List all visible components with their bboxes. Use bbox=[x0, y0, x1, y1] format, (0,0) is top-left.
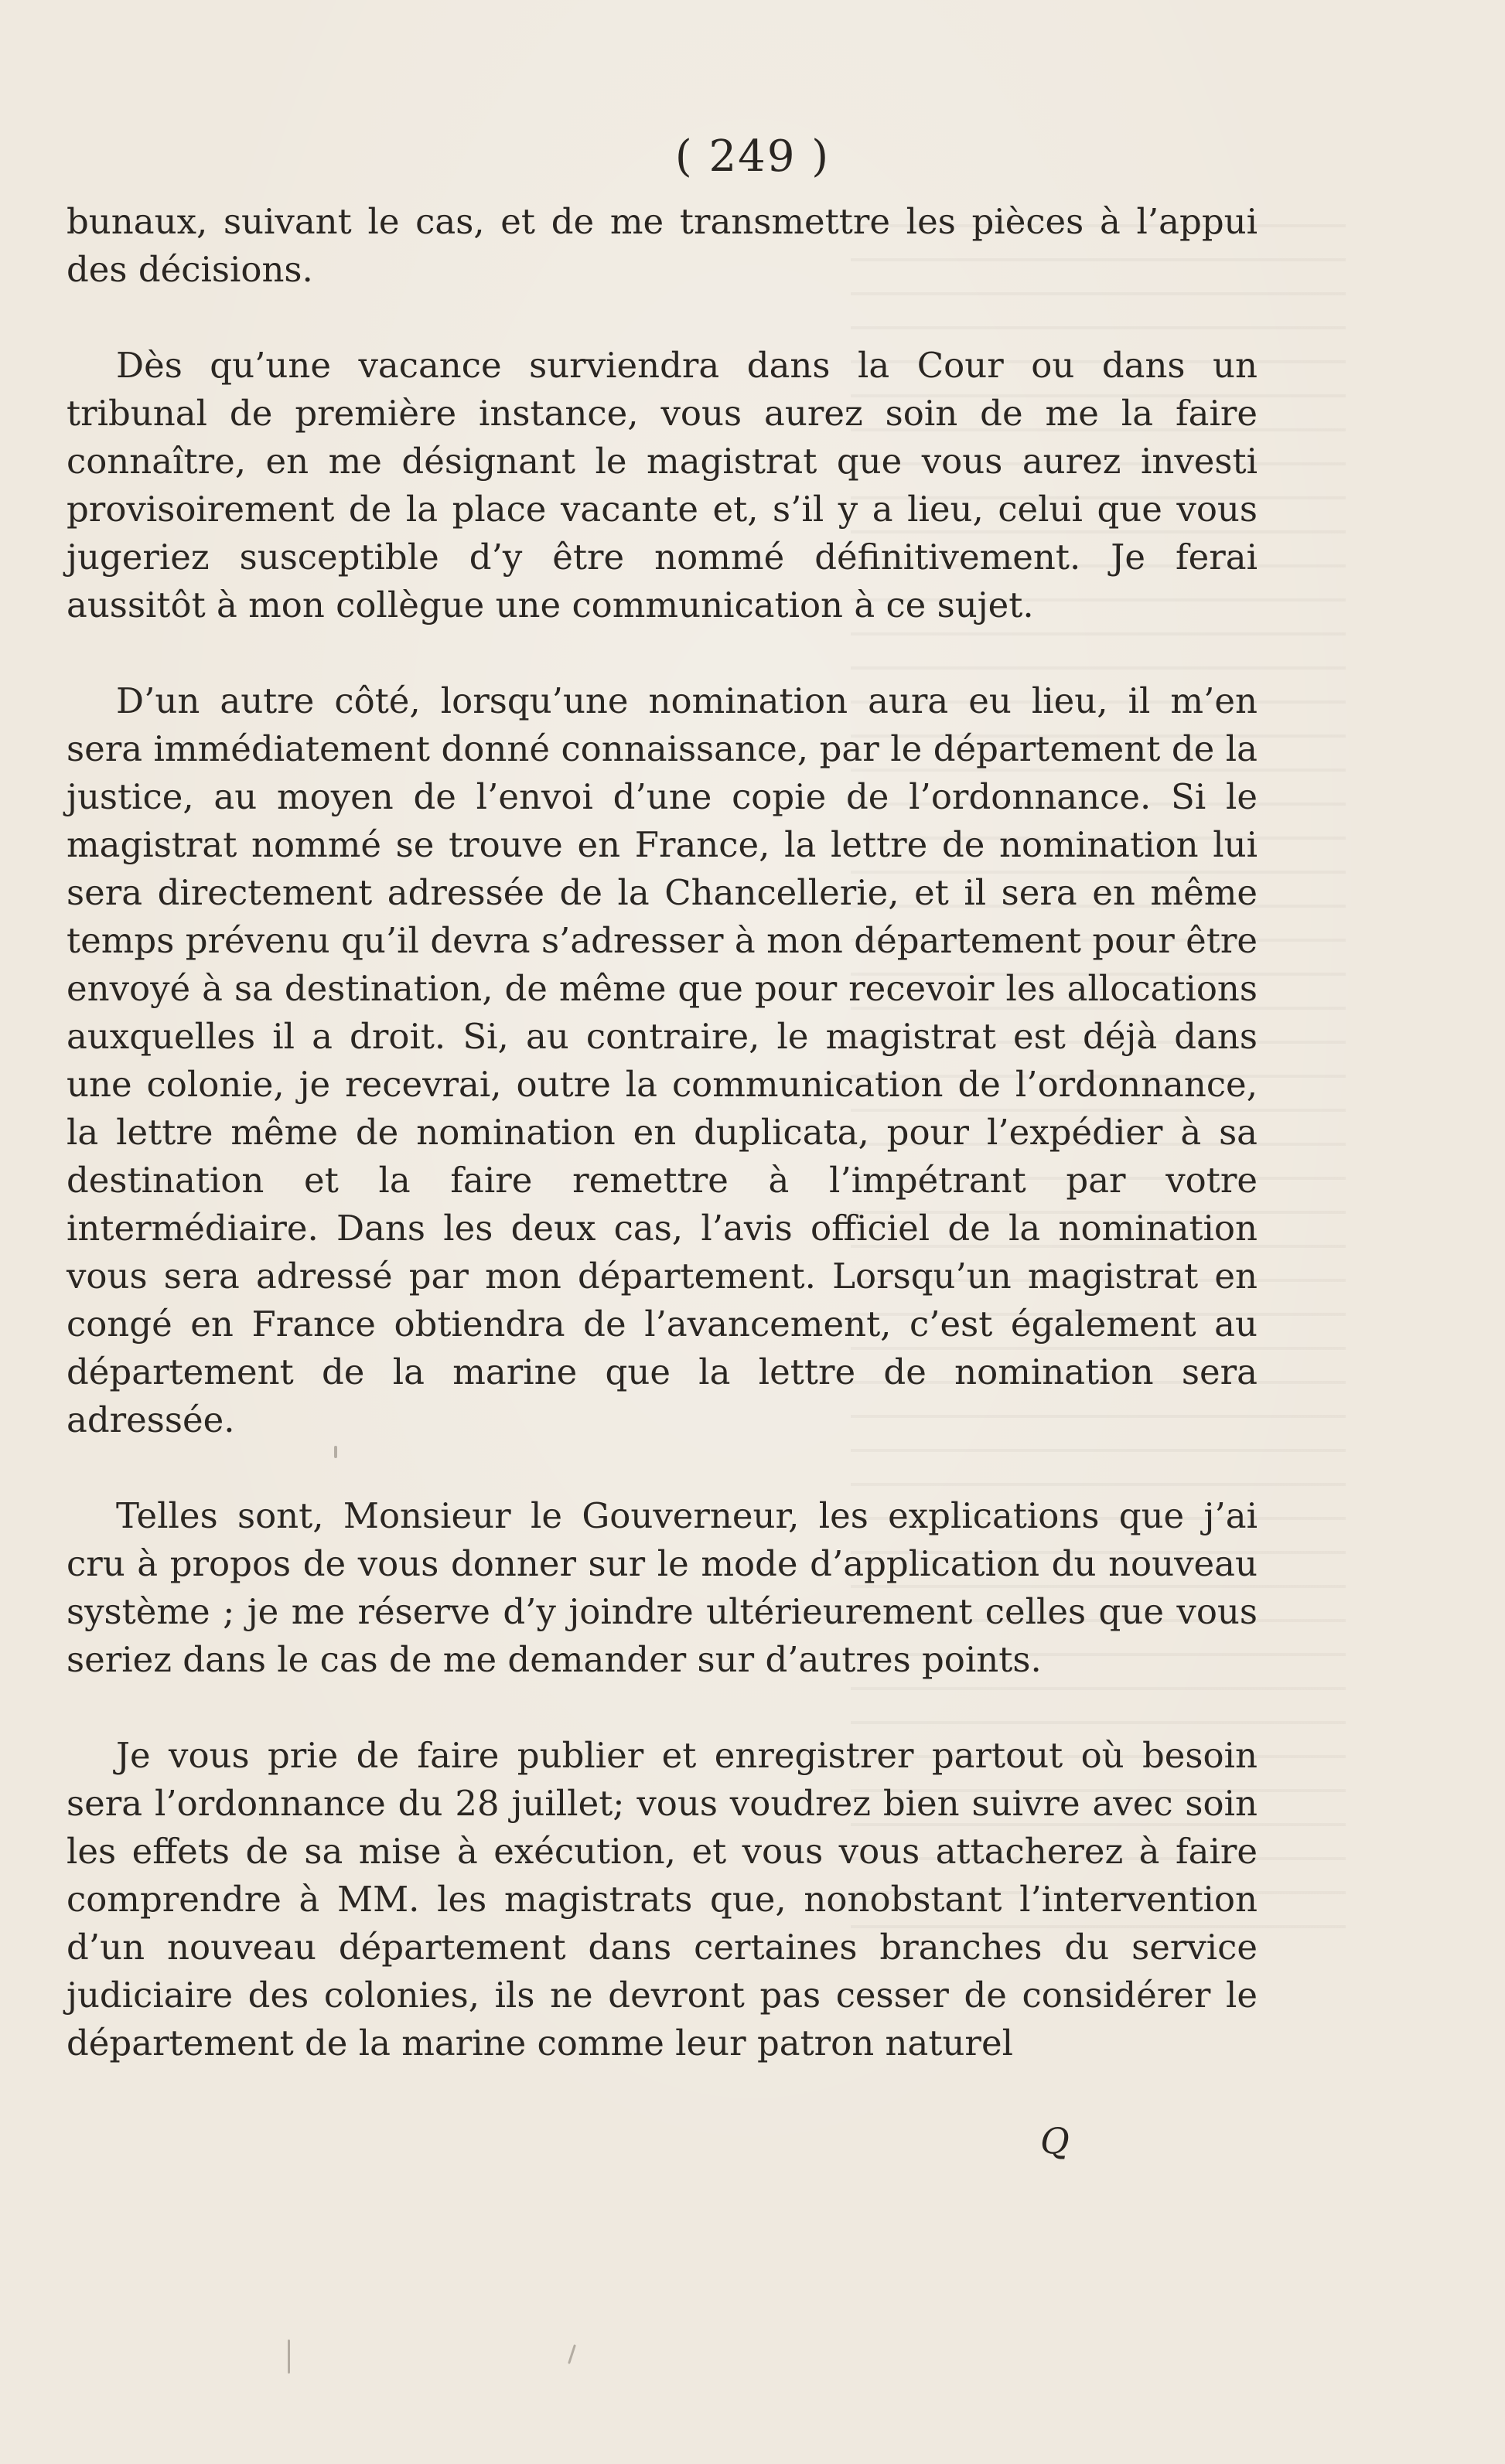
paragraph-nomination: D’un autre côté, lorsqu’une nomination aura eu lieu, il m’en sera immédiatement donné connaissance, par le département de la justice, au moyen de l’envoi d’une copie de l’ordonnance. Si le magistrat nommé se trouve en France, la lettre de nomination lui sera directement adressée de la Chancellerie, et il sera en même temps prévenu qu’il devra s’adresser à mon département pour être envoyé à sa destination, de même que pour recevoir les allocations auxquelles il a droit. Si, au contraire, le magistrat est déjà dans une colonie, je recevrai, outre la communication de l’ordonnance, la lettre même de nomination en duplicata, pour l’expédier à sa destination et la faire remettre à l’impétrant par votre intermédiaire. Dans les deux cas, l’avis officiel de la nomination vous sera adressé par mon département. Lorsqu’un magistrat en congé en France obtiendra de l’avancement, c’est également au département de la marine que la lettre de nomination sera adressée. bbox=[67, 680, 1258, 1440]
paper-speck bbox=[288, 2340, 290, 2374]
paper-speck bbox=[334, 1446, 337, 1458]
signature-mark: Q bbox=[1040, 2120, 1070, 2162]
paragraph-vacancy: Dès qu’une vacance surviendra dans la Cour ou dans un tribunal de première instance, vous aurez soin de me la faire connaître, en me désignant le magistrat que vous aurez investi provisoirement de la place vacante et, s’il y a lieu, celui que vous jugeriez susceptible d’y être nommé définitivement. Je ferai aussitôt à mon collègue une communication à ce sujet. bbox=[67, 345, 1258, 625]
paragraph-explanations: Telles sont, Monsieur le Gouverneur, les explications que j’ai cru à propos de vous donner sur le mode d’application du nouveau système ; je me réserve d’y joindre ultérieurement celles que vous seriez dans le cas de me demander sur d’autres points. bbox=[67, 1495, 1258, 1680]
page-number: ( 249 ) bbox=[674, 131, 831, 182]
paragraph-publication: Je vous prie de faire publier et enregistrer partout où besoin sera l’ordonnance du 28 juillet; vous voudrez bien suivre avec soin les effets de sa mise à exécution, et vous vous attacherez à faire comprendre à MM. les magistrats que, nonobstant l’intervention d’un nouveau département dans certaines branches du service judiciaire des colonies, ils ne devront pas cesser de considérer le département de la marine comme leur patron naturel bbox=[67, 1735, 1258, 2064]
paragraph-continuation: bunaux, suivant le cas, et de me transmettre les pièces à l’appui des décisions. bbox=[67, 201, 1258, 290]
document-body bbox=[67, 198, 1258, 2067]
paper-speck bbox=[568, 2344, 576, 2364]
